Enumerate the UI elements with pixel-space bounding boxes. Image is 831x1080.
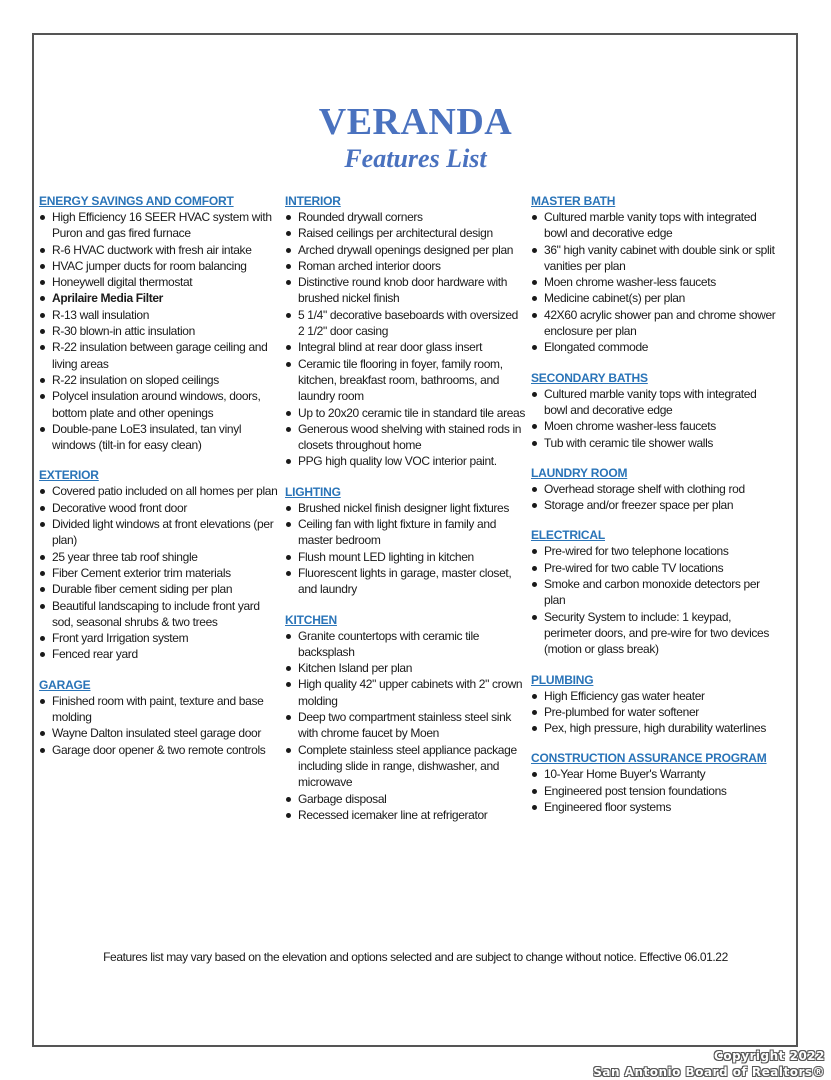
list-item: Storage and/or freezer space per plan	[531, 497, 781, 513]
column-middle	[285, 193, 525, 837]
section-interior	[285, 193, 525, 470]
list-item: R-6 HVAC ductwork with fresh air intake	[39, 242, 279, 258]
list-item: Distinctive round knob door hardware with brushed nickel finish	[285, 274, 525, 307]
list-item: Garage door opener & two remote controls	[39, 742, 279, 758]
section-secondary-baths	[531, 370, 781, 451]
feature-list	[285, 628, 525, 824]
copyright-owner: San Antonio Board of Realtors®	[593, 1065, 825, 1079]
list-item: Aprilaire Media Filter	[39, 290, 279, 306]
feature-list	[531, 386, 781, 451]
list-item: R-22 insulation on sloped ceilings	[39, 372, 279, 388]
section-plumbing	[531, 672, 781, 737]
list-item: Ceiling fan with light fixture in family and master bedroom	[285, 516, 525, 549]
feature-list	[39, 209, 279, 453]
page-title: VERANDA	[318, 101, 513, 143]
copyright-line: Copyright 2022	[714, 1049, 825, 1063]
feature-list	[531, 209, 781, 356]
section-heading: PLUMBING	[531, 672, 594, 687]
column-right	[531, 193, 781, 829]
list-item: Recessed icemaker line at refrigerator	[285, 807, 525, 823]
list-item: Durable fiber cement siding per plan	[39, 581, 279, 597]
list-item: Smoke and carbon monoxide detectors per plan	[531, 576, 781, 609]
section-heading: LAUNDRY ROOM	[531, 465, 628, 480]
list-item: Wayne Dalton insulated steel garage door	[39, 725, 279, 741]
section-heading: GARAGE	[39, 677, 91, 692]
list-item: Roman arched interior doors	[285, 258, 525, 274]
list-item: Polycel insulation around windows, doors, bottom plate and other openings	[39, 388, 279, 421]
feature-list	[531, 688, 781, 737]
section-electrical	[531, 527, 781, 657]
footer-disclaimer: Features list may vary based on the elevation and options selected and are subject to change without notice. Effective 06.01.22	[103, 950, 728, 964]
list-item: PPG high quality low VOC interior paint.	[285, 453, 525, 469]
list-item: Beautiful landscaping to include front yard sod, seasonal shrubs & two trees	[39, 598, 279, 631]
feature-list	[39, 693, 279, 758]
copyright-watermark	[593, 1048, 825, 1080]
list-item: Kitchen Island per plan	[285, 660, 525, 676]
feature-list	[531, 543, 781, 657]
list-item: Pre-plumbed for water softener	[531, 704, 781, 720]
list-item: Complete stainless steel appliance package including slide in range, dishwasher, and microwave	[285, 742, 525, 791]
list-item: Garbage disposal	[285, 791, 525, 807]
page-subtitle: Features List	[344, 144, 487, 173]
list-item: Engineered post tension foundations	[531, 783, 781, 799]
section-kitchen	[285, 612, 525, 824]
feature-list	[531, 766, 781, 815]
list-item: Medicine cabinet(s) per plan	[531, 290, 781, 306]
section-laundry-room	[531, 465, 781, 514]
list-item: Cultured marble vanity tops with integrated bowl and decorative edge	[531, 386, 781, 419]
list-item: Up to 20x20 ceramic tile in standard tile areas	[285, 405, 525, 421]
section-lighting	[285, 484, 525, 598]
list-item: Fenced rear yard	[39, 646, 279, 662]
section-heading: ENERGY SAVINGS AND COMFORT	[39, 194, 234, 208]
list-item: R-13 wall insulation	[39, 307, 279, 323]
list-item: Cultured marble vanity tops with integrated bowl and decorative edge	[531, 209, 781, 242]
section-heading: CONSTRUCTION ASSURANCE PROGRAM	[531, 751, 767, 766]
list-item: Front yard Irrigation system	[39, 630, 279, 646]
list-item: Pre-wired for two cable TV locations	[531, 560, 781, 576]
list-item: Decorative wood front door	[39, 500, 279, 516]
feature-list	[39, 483, 279, 662]
feature-list	[285, 500, 525, 598]
list-item: HVAC jumper ducts for room balancing	[39, 258, 279, 274]
list-item: Raised ceilings per architectural design	[285, 225, 525, 241]
list-item: Brushed nickel finish designer light fixtures	[285, 500, 525, 516]
list-item: Granite countertops with ceramic tile backsplash	[285, 628, 525, 661]
list-item: Fluorescent lights in garage, master closet, and laundry	[285, 565, 525, 598]
section-heading: KITCHEN	[285, 612, 337, 627]
section-heading: SECONDARY BATHS	[531, 370, 648, 385]
list-item: Moen chrome washer-less faucets	[531, 274, 781, 290]
list-item: R-30 blown-in attic insulation	[39, 323, 279, 339]
list-item: Overhead storage shelf with clothing rod	[531, 481, 781, 497]
list-item: Elongated commode	[531, 339, 781, 355]
list-item: Rounded drywall corners	[285, 209, 525, 225]
section-construction-assurance	[531, 750, 781, 815]
list-item: Arched drywall openings designed per plan	[285, 242, 525, 258]
list-item: Covered patio included on all homes per plan	[39, 483, 279, 499]
feature-list	[285, 209, 525, 470]
section-heading: LIGHTING	[285, 484, 341, 499]
list-item: R-22 insulation between garage ceiling and living areas	[39, 339, 279, 372]
list-item: Security System to include: 1 keypad, perimeter doors, and pre-wire for two devices (motion or glass break)	[531, 609, 781, 658]
list-item: 5 1/4" decorative baseboards with oversized 2 1/2" door casing	[285, 307, 525, 340]
list-item: Double-pane LoE3 insulated, tan vinyl windows (tilt-in for easy clean)	[39, 421, 279, 454]
list-item: Honeywell digital thermostat	[39, 274, 279, 290]
list-item: Integral blind at rear door glass insert	[285, 339, 525, 355]
section-master-bath	[531, 193, 781, 356]
list-item: High Efficiency gas water heater	[531, 688, 781, 704]
list-item: Moen chrome washer-less faucets	[531, 418, 781, 434]
list-item: Pre-wired for two telephone locations	[531, 543, 781, 559]
list-item: Pex, high pressure, high durability waterlines	[531, 720, 781, 736]
section-heading: MASTER BATH	[531, 194, 616, 208]
section-heading: INTERIOR	[285, 194, 341, 208]
list-item: Flush mount LED lighting in kitchen	[285, 549, 525, 565]
section-heading: EXTERIOR	[39, 468, 99, 483]
column-left	[39, 193, 279, 772]
list-item: Fiber Cement exterior trim materials	[39, 565, 279, 581]
list-item: Ceramic tile flooring in foyer, family room, kitchen, breakfast room, bathrooms, and laundry room	[285, 356, 525, 405]
list-item: High quality 42" upper cabinets with 2" crown molding	[285, 676, 525, 709]
list-item: High Efficiency 16 SEER HVAC system with Puron and gas fired furnace	[39, 209, 279, 242]
list-item: 25 year three tab roof shingle	[39, 549, 279, 565]
feature-list	[531, 481, 781, 514]
list-item: Deep two compartment stainless steel sink with chrome faucet by Moen	[285, 709, 525, 742]
list-item: Finished room with paint, texture and base molding	[39, 693, 279, 726]
section-garage	[39, 677, 279, 758]
list-item: 36" high vanity cabinet with double sink or split vanities per plan	[531, 242, 781, 275]
section-energy-savings	[39, 193, 279, 453]
list-item: Engineered floor systems	[531, 799, 781, 815]
list-item: 10-Year Home Buyer's Warranty	[531, 766, 781, 782]
list-item: Tub with ceramic tile shower walls	[531, 435, 781, 451]
section-exterior	[39, 467, 279, 662]
list-item: 42X60 acrylic shower pan and chrome shower enclosure per plan	[531, 307, 781, 340]
list-item: Divided light windows at front elevations (per plan)	[39, 516, 279, 549]
list-item: Generous wood shelving with stained rods in closets throughout home	[285, 421, 525, 454]
section-heading: ELECTRICAL	[531, 528, 605, 543]
